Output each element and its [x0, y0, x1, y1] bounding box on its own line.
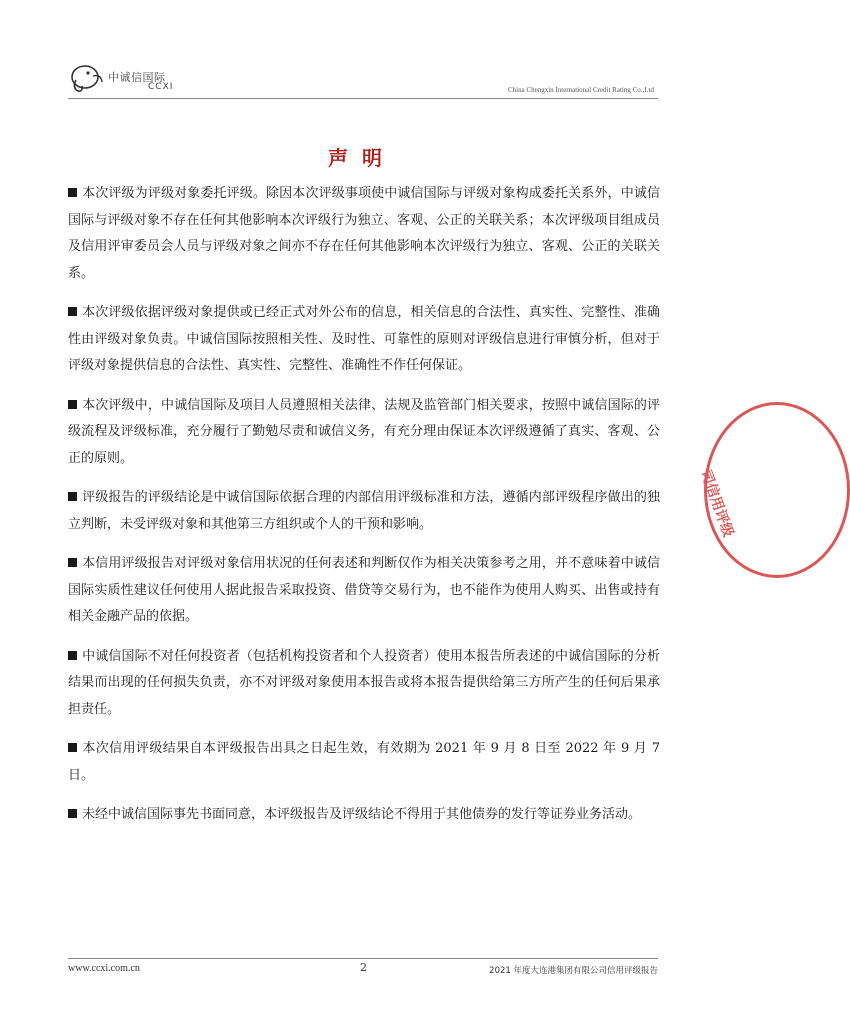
footer-page-number: 2 — [360, 961, 367, 974]
statement-paragraph-3 — [68, 393, 660, 473]
square-bullet-icon — [68, 809, 77, 818]
square-bullet-icon — [68, 651, 77, 660]
footer-report-title: 2021 年度大连港集团有限公司信用评级报告 — [489, 966, 658, 976]
statement-paragraph-7 — [68, 736, 660, 789]
company-english-name: China Chengxin International Credit Rating Co.,Ltd — [507, 86, 654, 94]
square-bullet-icon — [68, 188, 77, 197]
paragraph-text: 本次信用评级结果自本评级报告出具之日起生效，有效期为 2021 年 9 月 8 日至 2022 年 9 月 7 日。 — [68, 741, 660, 783]
page-title: 声明 — [328, 146, 396, 170]
paragraph-text: 本次评级中，中诚信国际及项目人员遵照相关法律、法规及监管部门相关要求，按照中诚信国际的评级流程及评级标准，充分履行了勤勉尽责和诚信义务，有充分理由保证本次评级遵循了真实、客观、公正的原则。 — [68, 397, 660, 466]
elephant-logo-icon — [68, 62, 106, 94]
official-seal-stamp — [697, 402, 850, 578]
paragraph-text: 未经中诚信国际事先书面同意，本评级报告及评级结论不得用于其他债券的发行等证券业务活动。 — [82, 807, 642, 822]
page-header — [68, 60, 658, 100]
paragraph-text: 本次评级为评级对象委托评级。除因本次评级事项使中诚信国际与评级对象构成委托关系外，中诚信国际与评级对象不存在任何其他影响本次评级行为独立、客观、公正的关联关系；本次评级项目组成员及信用评审委员会人员与评级对象之间亦不存在任何其他影响本次评级行为独立、客观、公正的关联关系。 — [68, 186, 660, 281]
header-divider — [68, 98, 658, 99]
footer-divider — [68, 958, 658, 959]
statement-paragraph-1 — [68, 181, 660, 287]
paragraph-text: 中诚信国际不对任何投资者（包括机构投资者和个人投资者）使用本报告所表述的中诚信国际的分析结果而出现的任何损失负责，亦不对评级对象使用本报告或将本报告提供给第三方所产生的任何后果承担责任。 — [68, 648, 660, 717]
square-bullet-icon — [68, 743, 77, 752]
statement-paragraph-8 — [68, 802, 660, 829]
statement-body — [68, 181, 660, 842]
ccxi-logo — [68, 60, 178, 96]
square-bullet-icon — [68, 400, 77, 409]
square-bullet-icon — [68, 307, 77, 316]
paragraph-text: 本次评级依据评级对象提供或已经正式对外公布的信息，相关信息的合法性、真实性、完整性、准确性由评级对象负责。中诚信国际按照相关性、及时性、可靠性的原则对评级信息进行审慎分析，但对于评级对象提供信息的合法性、真实性、完整性、准确性不作任何保证。 — [68, 305, 660, 373]
statement-paragraph-4 — [68, 485, 660, 538]
square-bullet-icon — [68, 492, 77, 501]
footer-website: www.ccxi.com.cn — [68, 963, 140, 974]
statement-paragraph-2 — [68, 300, 660, 380]
square-bullet-icon — [68, 558, 77, 567]
statement-paragraph-5 — [68, 551, 660, 631]
paragraph-text: 本信用评级报告对评级对象信用状况的任何表述和判断仅作为相关决策参考之用，并不意味着中诚信国际实质性建议任何使用人据此报告采取投资、借贷等交易行为，也不能作为使用人购买、出售或持有相关金融产品的依据。 — [68, 556, 660, 624]
logo-chinese-name: 中诚信国际 — [108, 71, 166, 84]
logo-english-name: CCXI — [148, 82, 174, 92]
statement-paragraph-6 — [68, 644, 660, 724]
seal-text: 司信用评级 — [697, 468, 737, 540]
paragraph-text: 评级报告的评级结论是中诚信国际依据合理的内部信用评级标准和方法，遵循内部评级程序做出的独立判断，未受评级对象和其他第三方组织或个人的干预和影响。 — [68, 490, 660, 532]
